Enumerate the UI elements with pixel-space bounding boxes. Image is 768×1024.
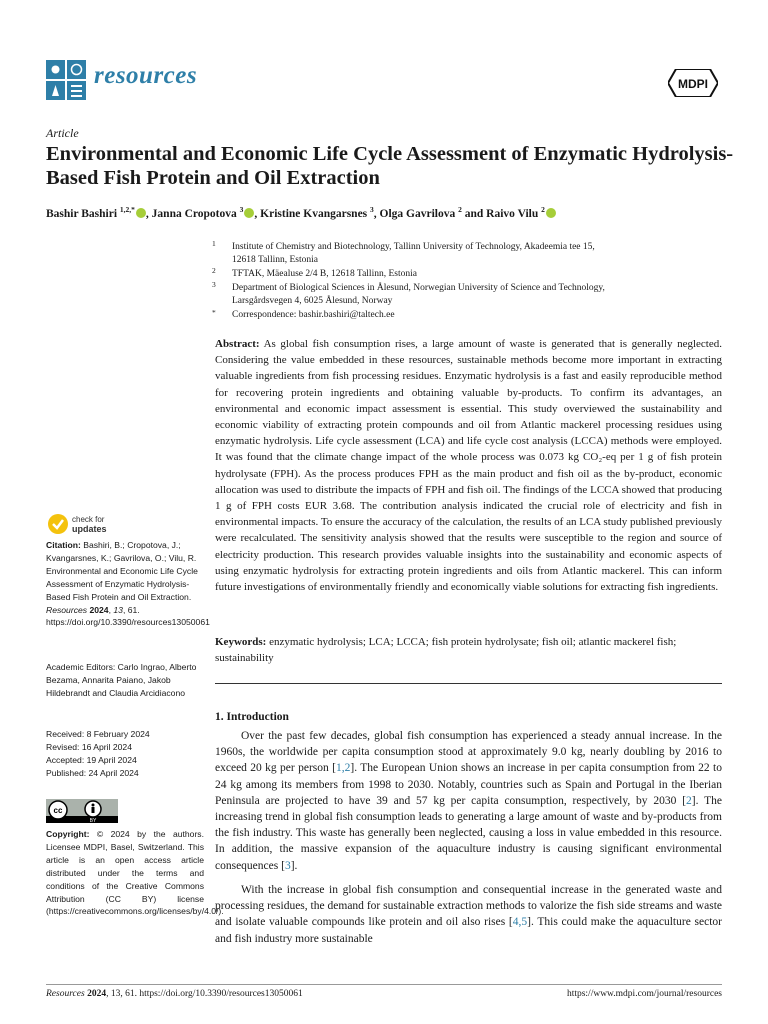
academic-editors: Academic Editors: Carlo Ingrao, Alberto Bezama, Annarita Paiano, Jakob Hildebrandt and Claudia Arcidiacono <box>46 662 197 698</box>
intro-paragraph-2: With the increase in global fish consumption and consequential increase in the generated waste and processing residues, the demand for sustainable extraction methods to valorize the fish side streams and waste and isolate valuable compounds like protein and oil also rises [4,5]. This could make the aquaculture sector and fish industry more sustainable <box>215 884 722 945</box>
journal-logo-icon <box>46 60 86 100</box>
footer-divider <box>46 984 722 985</box>
section-heading: 1. Introduction <box>215 711 289 723</box>
journal-name: resources <box>94 62 198 89</box>
abstract-text: As global fish consumption rises, a large amount of waste is generated that is generally neglected. Considering the value embedded in these resources, sustainable methods become more important in extracting valuable ingredients from fish processing residues. Enzymatic hydrolysis is a fast and easily reproducible method for recovering protein ingredients and obtaining valuable by-products. To confirm its advantages, an environmental and economic impact assessment is essential. This study overviewed the sustainability and economic viability of extracting protein compounds and oil from Atlantic mackerel processing residues using enzymatic hydrolysis. Life cycle assessment (LCA) and life cycle cost analysis (LCCA) methods were employed. It was found that the climate change impact of the whole process was 0.073 kg CO₂-eq per 1 g of fish protein hydrolysate (FPH). As the process produces FPH as the main product and fish oil as the by-product, economic allocation was used to distribute the impacts of FPH and fish oil. The findings of the LCCA showed that producing 1 g of FPH costs EUR 3.68. The contribution analysis indicated the crucial role of electricity and fish in environmental impacts. To ensure the accuracy of the calculation, the results of an LCA study published previously were recalculated. The sensitivity analysis showed that the results were susceptible to the region and source of electricity production. This research provides valuable insights into the sustainability and economic aspects of using enzymatic hydrolysis for extracting protein ingredients and oils from Atlantic mackerel. This can inform future investigations of environmentally friendly and economically viable solutions for extracting fish ingredients. <box>215 338 722 594</box>
svg-text:cc: cc <box>53 806 63 815</box>
affiliation-line: Department of Biological Sciences in Ålesund, Norwegian University of Science and Technology, <box>232 283 605 293</box>
keywords-text: enzymatic hydrolysis; LCA; LCCA; fish protein hydrolysate; fish oil; atlantic mackerel fish; sustainability <box>215 636 677 665</box>
citation-block: Citation: Bashiri, B.; Cropotova, J.; Kvangarsnes, K.; Gavrilova, O.; Vilu, R. Environmental and Economic Life Cycle Assessment of Enzymatic Hydrolysis-Based Fish Protein and Oil Extraction. Resources 2024, 13, 61. https://doi.org/10.3390/resources13050061 <box>46 540 210 628</box>
article-type: Article <box>46 126 79 140</box>
abstract-label: Abstract: <box>215 338 260 350</box>
paper-title: Environmental and Economic Life Cycle Assessment of Enzymatic Hydrolysis-Based Fish Protein and Oil Extraction <box>46 143 734 189</box>
citation-link[interactable]: 1,2 <box>335 762 351 775</box>
date-received: Received: 8 February 2024 <box>46 729 150 739</box>
date-accepted: Accepted: 19 April 2024 <box>46 755 137 765</box>
affiliation-line: Institute of Chemistry and Biotechnology, Tallinn University of Technology, Akadeemia tee 15, <box>232 242 595 252</box>
author-name: Raivo Vilu <box>486 207 539 220</box>
footer-journal-url[interactable]: https://www.mdpi.com/journal/resources <box>566 989 722 999</box>
abstract <box>215 336 722 595</box>
orcid-icon[interactable] <box>546 208 556 218</box>
affiliation-line: Larsgårdsvegen 4, 6025 Ålesund, Norway <box>232 296 393 306</box>
author-name: Bashir Bashiri <box>46 207 118 220</box>
date-revised: Revised: 16 April 2024 <box>46 742 132 752</box>
citation-link[interactable]: 2 <box>686 794 692 807</box>
copyright-block: Copyright: © 2024 by the authors. Licensee MDPI, Basel, Switzerland. This article is an open access article distributed under the terms and conditions of the Creative Commons Attribution (CC BY) license (https://creativecommons.org/licenses/by/4.0/). <box>46 829 224 917</box>
orcid-icon[interactable] <box>244 208 254 218</box>
cc-by-license-icon[interactable] <box>46 799 118 823</box>
date-published: Published: 24 April 2024 <box>46 768 139 778</box>
svg-text:BY: BY <box>89 818 97 823</box>
intro-paragraph-1: Over the past few decades, global fish consumption has experienced a steady annual increase. In the 1960s, the worldwide per capita consumption stood at approximately 9.0 kg, nearly doubling by 2016 to exceed 20 kg per person [1,2]. The European Union shows an increase in per capita consumption from 22 to 24 kg among its members from 1998 to 2030. Notably, countries such as Spain and Portugal in the Iberian Peninsula are projected to have 39 and 57 kg per capita consumption, respectively, by 2030 [2]. The increasing trend in global fish consumption leads to generating a large amount of waste and by-products from the fish industry. This waste has generally been neglected, causing a loss in value embedded in this resource. In addition, the massive expansion of the aquaculture industry is causing significant environmental consequences [3]. <box>215 730 723 872</box>
correspondence: Correspondence: bashir.bashiri@taltech.ee <box>232 310 395 320</box>
footer-citation: Resources 2024, 13, 61. https://doi.org/10.3390/resources13050061 <box>46 989 303 999</box>
affiliation-line: TFTAK, Mäealuse 2/4 B, 12618 Tallinn, Estonia <box>232 269 417 279</box>
keywords <box>215 634 722 666</box>
citation-link[interactable]: 3 <box>284 859 291 872</box>
author-name: Janna Cropotova <box>151 207 237 220</box>
divider <box>215 683 722 684</box>
mdpi-logo-icon <box>668 69 718 97</box>
affiliation-line: 12618 Tallinn, Estonia <box>232 255 318 265</box>
author-name: Kristine Kvangarsnes <box>260 207 368 220</box>
svg-text:MDPI: MDPI <box>678 77 708 91</box>
affiliation-mark: 2 <box>212 266 216 275</box>
affiliation-mark: * <box>212 308 216 317</box>
svg-text:updates: updates <box>72 524 107 534</box>
author-name: Olga Gavrilova <box>379 207 456 220</box>
orcid-icon[interactable] <box>136 208 146 218</box>
citation-link[interactable]: 4,5 <box>512 916 528 929</box>
affiliation-mark: 3 <box>212 280 216 289</box>
keywords-label: Keywords: <box>215 636 267 648</box>
author-list: Bashir Bashiri $^{1,2,*}$ , Janna Cropotova $^3$ , Kristine Kvangarsnes $^3$, Olga Gavrilova $^2$ and Raivo Vilu $^2$ <box>46 205 746 220</box>
check-for-updates-icon[interactable] <box>46 512 136 536</box>
affiliation-mark: 1 <box>212 239 216 248</box>
svg-text:check for: check for <box>72 515 105 524</box>
